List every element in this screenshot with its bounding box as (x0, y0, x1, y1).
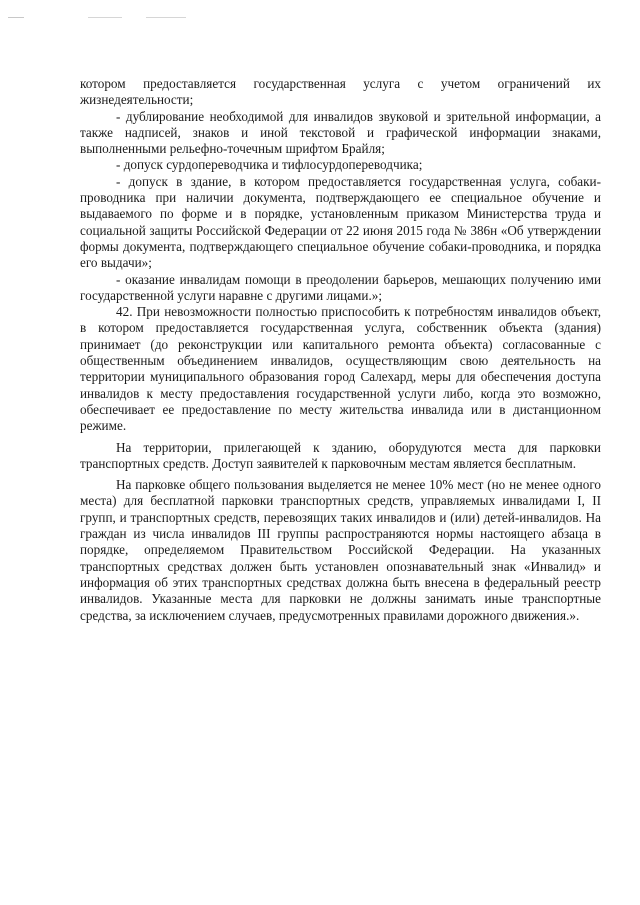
paragraph-parking-places: На парковке общего пользования выделяется не менее 10% мест (но не менее одного места) для бесплатной парковки транспортных средств, управляемых инвалидами I, II групп, и транспортных средств, перевозящих таких инвалидов и (или) детей-инвалидов. На граждан из числа инвалидов III группы распространяются нормы настоящего абзаца в порядке, определяемом Правительством Российской Федерации. На указанных транспортных средствах должен быть установлен опознавательный знак «Инвалид» и информация об этих транспортных средствах должна быть внесена в федеральный реестр инвалидов. Указанные места для парковки не должны занимать иные транспортные средства, за исключением случаев, предусмотренных правилами дорожного движения.». (80, 477, 601, 623)
list-item-sign-interpreter: - допуск сурдопереводчика и тифлосурдопереводчика; (116, 157, 423, 173)
list-item-duplication: - дублирование необходимой для инвалидов звуковой и зрительной информации, а также надписей, знаков и иной текстовой и графической информации знаками, выполненными рельефно-точечным шрифтом Брайля; (80, 108, 601, 157)
paragraph-parking-territory: На территории, прилегающей к зданию, оборудуются места для парковки транспортных средств. Доступ заявителей к парковочным местам является бесплатным. (80, 439, 601, 471)
document-body (80, 76, 601, 624)
scan-artifact (88, 17, 122, 18)
paragraph-42: 42. При невозможности полностью приспособить к потребностям инвалидов объект, в котором предоставляется государственная услуга, собственник объекта (здания) принимает (до реконструкции или капитального ремонта объекта) согласованные с общественным объединением инвалидов, осуществляющим свою деятельность на территории муниципального образования город Салехард, меры для обеспечения доступа инвалидов к месту предоставления государственной услуги либо, когда это возможно, обеспечивает ее предоставление по месту жительства инвалида или в дистанционном режиме. (80, 304, 601, 434)
scan-artifact (8, 17, 24, 18)
list-item-assistance: - оказание инвалидам помощи в преодолении барьеров, мешающих получению ими государственной услуги наравне с другими лицами.»; (80, 271, 601, 303)
scan-artifact (146, 17, 186, 18)
list-item-guide-dog: - допуск в здание, в котором предоставляется государственная услуга, собаки-проводника при наличии документа, подтверждающего ее специальное обучение и выдаваемого по форме и в порядке, установленным приказом Министерства труда и социальной защиты Российской Федерации от 22 июня 2015 года № 386н «Об утверждении формы документа, подтверждающего специальное обучение собаки-проводника, и порядка его выдачи»; (80, 173, 601, 271)
paragraph-continuation: котором предоставляется государственная услуга с учетом ограничений их жизнедеятельности; (80, 76, 601, 108)
